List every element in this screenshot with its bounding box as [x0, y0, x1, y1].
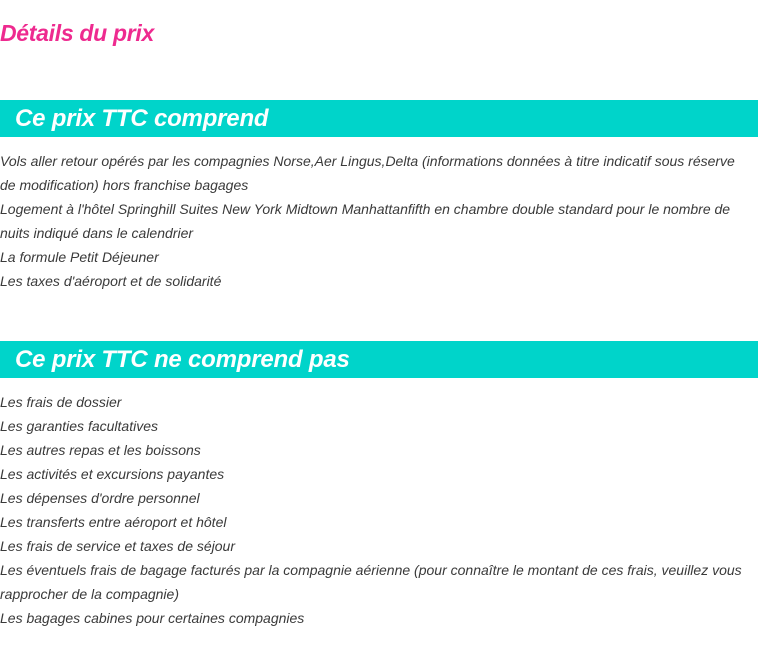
included-item-flights: Vols aller retour opérés par les compagnies Norse,Aer Lingus,Delta (informations données à titre indicatif sous réserve de modification) hors franchise bagages	[0, 153, 735, 193]
excluded-item-paid-activities: Les activités et excursions payantes	[0, 466, 225, 482]
included-heading: Ce prix TTC comprend	[0, 100, 758, 137]
excluded-list	[0, 378, 758, 630]
included-item-breakfast: La formule Petit Déjeuner	[0, 249, 159, 265]
excluded-item-file-fees: Les frais de dossier	[0, 394, 122, 410]
excluded-item-personal-expenses: Les dépenses d'ordre personnel	[0, 490, 200, 506]
excluded-item-cabin-bags: Les bagages cabines pour certaines compagnies	[0, 610, 305, 626]
excluded-item-service-fees: Les frais de service et taxes de séjour	[0, 538, 236, 554]
excluded-item-optional-insurance: Les garanties facultatives	[0, 418, 158, 434]
excluded-item-baggage-fees: Les éventuels frais de bagage facturés par la compagnie aérienne (pour connaître le montant de ces frais, veuillez vous rapprocher de la compagnie)	[0, 562, 742, 602]
included-list	[0, 137, 758, 293]
excluded-section	[0, 341, 758, 630]
included-section	[0, 100, 758, 293]
included-item-taxes: Les taxes d'aéroport et de solidarité	[0, 273, 222, 289]
page-title: Détails du prix	[0, 20, 154, 46]
included-item-hotel: Logement à l'hôtel Springhill Suites New York Midtown Manhattanfifth en chambre double standard pour le nombre de nuits indiqué dans le calendrier	[0, 201, 731, 241]
excluded-heading: Ce prix TTC ne comprend pas	[0, 341, 758, 378]
excluded-item-transfers: Les transferts entre aéroport et hôtel	[0, 514, 227, 530]
excluded-item-meals-drinks: Les autres repas et les boissons	[0, 442, 201, 458]
